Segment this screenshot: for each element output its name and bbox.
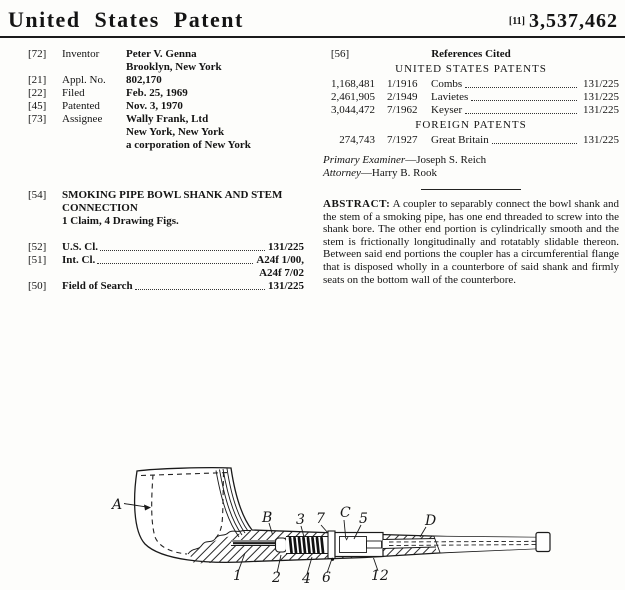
field-value: Nov. 3, 1970 xyxy=(126,100,183,112)
label-7: 7 xyxy=(316,511,325,527)
ref-class: 131/225 xyxy=(582,104,619,116)
label-2: 2 xyxy=(272,570,281,585)
inventor-city: Brooklyn, New York xyxy=(126,61,222,73)
examiner-name: Joseph S. Reich xyxy=(416,154,487,166)
field-code: [21] xyxy=(28,74,47,86)
assignee-city: New York, New York xyxy=(126,126,225,138)
patent-number: 3,537,462 xyxy=(529,10,618,32)
label-bowl: A xyxy=(112,497,123,513)
dot-leader xyxy=(135,289,265,290)
field-code: [54] xyxy=(28,189,47,201)
ref-number: 3,044,472 xyxy=(331,104,375,116)
ref-name: Combs xyxy=(431,78,463,90)
label-1: 1 xyxy=(233,568,242,584)
ref-class: 131/225 xyxy=(582,134,619,146)
ref-number: 2,461,905 xyxy=(331,91,375,103)
abstract-paragraph xyxy=(323,198,619,286)
field-label: Assignee xyxy=(62,113,103,125)
ref-class: 131/225 xyxy=(582,91,619,103)
coupler-chamber xyxy=(335,533,383,557)
attorney-label: Attorney xyxy=(323,167,361,179)
coupler-flange xyxy=(328,531,335,559)
field-label: Filed xyxy=(62,87,85,99)
field-of-search-label: Field of Search xyxy=(62,280,133,292)
ref-name: Lavietes xyxy=(431,91,469,103)
foreign-patents-heading: FOREIGN PATENTS xyxy=(415,119,527,131)
field-code: [72] xyxy=(28,48,47,60)
label-5: 5 xyxy=(359,511,368,527)
int-cl-value-2: A24f 7/02 xyxy=(259,267,304,279)
field-label: Patented xyxy=(62,100,100,112)
field-code: [22] xyxy=(28,87,47,99)
coupler-tip xyxy=(276,538,287,552)
dot-leader xyxy=(465,113,577,114)
field-patented xyxy=(28,100,304,113)
dot-leader xyxy=(492,143,577,144)
field-of-search-row xyxy=(28,280,304,293)
field-assignee xyxy=(28,113,304,152)
field-of-search-value: 131/225 xyxy=(267,280,304,292)
primary-examiner-line xyxy=(323,154,619,167)
reference-row xyxy=(323,78,619,91)
us-cl-row xyxy=(28,241,304,254)
claims-figs: 1 Claim, 4 Drawing Figs. xyxy=(62,215,179,227)
field-inventor xyxy=(28,48,304,74)
abstract-divider xyxy=(421,189,521,190)
references-heading-row xyxy=(323,48,619,61)
field-code: [51] xyxy=(28,254,47,266)
left-column xyxy=(28,48,304,293)
ref-number: 274,743 xyxy=(339,134,375,146)
pipe-drawing xyxy=(95,453,575,585)
field-appl-no xyxy=(28,74,304,87)
label-shank: B xyxy=(262,510,273,526)
field-code: [56] xyxy=(330,48,350,60)
dash-separator: — xyxy=(360,167,372,179)
dot-leader xyxy=(465,87,577,88)
reference-row xyxy=(323,134,619,147)
stem-smooth xyxy=(434,537,537,553)
us-patents-table xyxy=(323,78,619,117)
int-cl-value: A24f 1/00, xyxy=(256,254,304,266)
label-stem: D xyxy=(425,513,437,529)
invention-title-block xyxy=(62,189,304,228)
examiner-attorney-block xyxy=(323,154,619,180)
patent-header xyxy=(0,0,625,38)
assignee-name: Wally Frank, Ltd xyxy=(126,113,209,125)
inventor-name: Peter V. Genna xyxy=(126,48,197,60)
int-cl-label: Int. Cl. xyxy=(62,254,96,266)
attorney-line xyxy=(323,167,619,180)
foreign-patents-table xyxy=(323,134,619,147)
dot-leader xyxy=(97,263,253,264)
reference-row xyxy=(323,104,619,117)
field-value: 802,170 xyxy=(126,74,162,86)
examiner-label: Primary Examiner xyxy=(323,154,406,166)
ref-date: 7/1927 xyxy=(387,134,418,146)
us-cl-value: 131/225 xyxy=(267,241,304,253)
ref-date: 1/1916 xyxy=(387,78,418,90)
field-code: [45] xyxy=(28,100,47,112)
coupler-threads xyxy=(286,536,328,554)
patent-figure xyxy=(95,453,575,585)
field-value: Feb. 25, 1969 xyxy=(126,87,188,99)
assignee-note: a corporation of New York xyxy=(126,139,251,151)
field-value xyxy=(126,113,304,152)
kind-code: [11] xyxy=(508,16,525,27)
dot-leader xyxy=(100,250,265,251)
field-filed xyxy=(28,87,304,100)
classification-section xyxy=(28,241,304,293)
field-code: [50] xyxy=(28,280,47,292)
attorney-name: Harry B. Rook xyxy=(371,167,437,179)
invention-title-section xyxy=(28,189,304,228)
us-patents-heading: UNITED STATES PATENTS xyxy=(395,63,547,75)
right-column xyxy=(323,48,619,286)
label-6: 6 xyxy=(322,570,331,585)
label-coupler: C xyxy=(340,505,351,521)
page-title: United States Patent xyxy=(8,7,244,32)
reference-row xyxy=(323,91,619,104)
ref-name: Keyser xyxy=(431,104,463,116)
ref-date: 7/1962 xyxy=(387,104,418,116)
ref-date: 2/1949 xyxy=(387,91,418,103)
label-4: 4 xyxy=(302,571,311,585)
field-code: [73] xyxy=(28,113,47,125)
references-heading: References Cited xyxy=(431,48,511,60)
abstract-text: A coupler to separably connect the bowl shank and the stem of a smoking pipe, has one end threaded to screw into the shank bore. The other end portion is cylindrically smooth and the stem is frictionally longitudinally and rotatably slidable thereon. Between said end portions the coupler has a circumferential flange that is disposed wholly in a counterbore of said shank and firmly seats on the bottom wall of the counterbore. xyxy=(323,198,619,286)
ref-name: Great Britain xyxy=(431,134,489,146)
dot-leader xyxy=(471,100,577,101)
us-cl-label: U.S. Cl. xyxy=(62,241,99,253)
dash-separator: — xyxy=(405,154,417,166)
field-label: Appl. No. xyxy=(62,74,106,86)
ref-number: 1,168,481 xyxy=(331,78,375,90)
ref-class: 131/225 xyxy=(582,78,619,90)
label-3: 3 xyxy=(296,512,305,528)
field-value xyxy=(126,48,304,74)
mouthpiece-bit xyxy=(536,533,550,552)
field-code: [52] xyxy=(28,241,47,253)
int-cl-row xyxy=(28,254,304,267)
field-label: Inventor xyxy=(62,48,100,60)
patent-number-block xyxy=(509,10,618,33)
invention-title: SMOKING PIPE BOWL SHANK AND STEM CONNECTION xyxy=(62,189,283,214)
abstract-label: ABSTRACT: xyxy=(323,198,391,210)
label-12: 12 xyxy=(371,568,389,584)
